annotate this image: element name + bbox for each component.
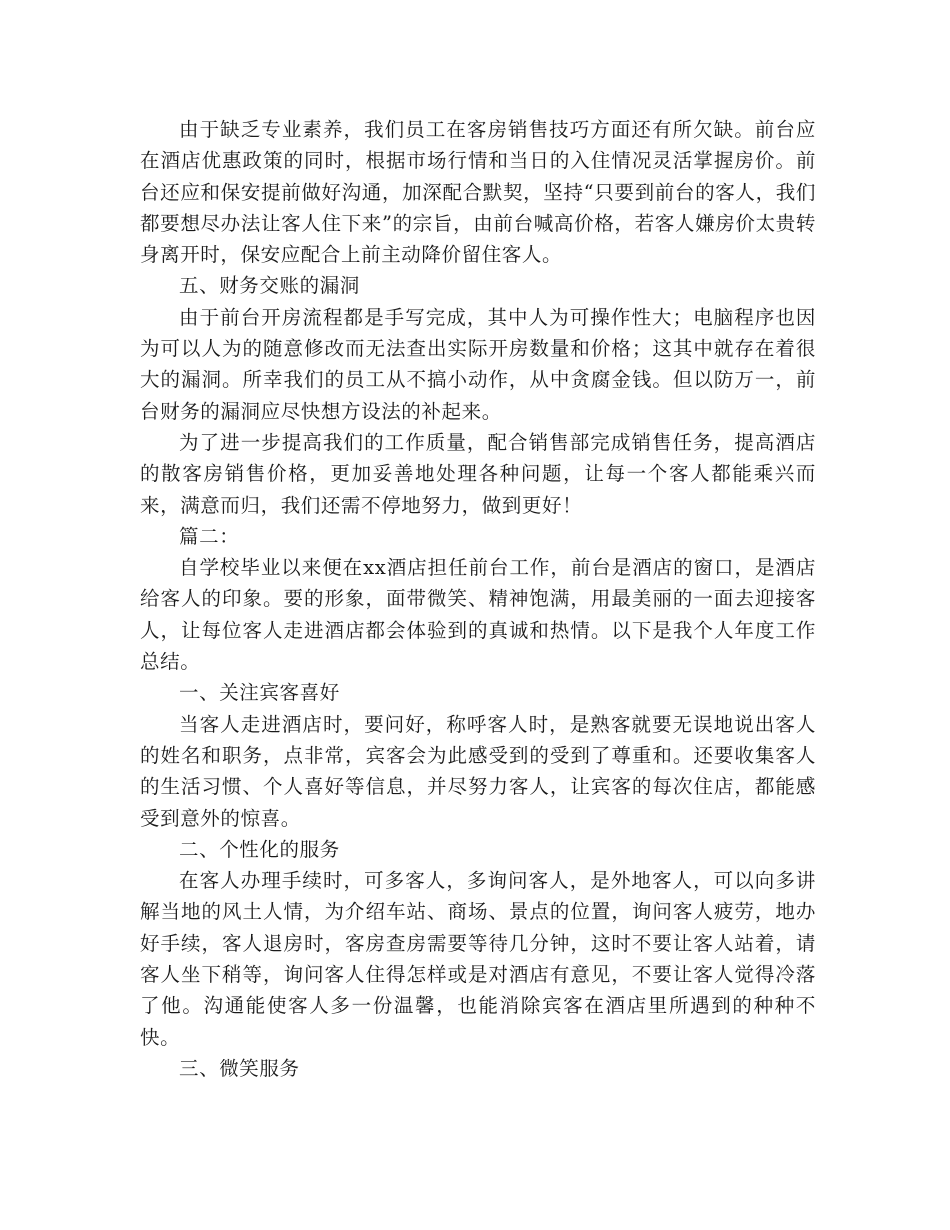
- heading-guest-preferences: 一、关注宾客喜好: [179, 681, 340, 705]
- document-body: [140, 114, 816, 1084]
- heading-part-two: 篇二：: [179, 524, 240, 548]
- paragraph-improve-quality: 为了进一步提高我们的工作质量，配合销售部完成销售任务，提高酒店的散客房销售价格，更加妥善地处理各种问题，让每一个客人都能乘兴而来，满意而归，我们还需不停地努力，做到更好！: [140, 430, 816, 517]
- heading-finance-loophole: 五、财务交账的漏洞: [179, 274, 360, 298]
- heading-smile-service: 三、微笑服务: [179, 1056, 300, 1080]
- paragraph-front-desk-intro: 自学校毕业以来便在xx酒店担任前台工作，前台是酒店的窗口，是酒店给客人的印象。要的形象，面带微笑、精神饱满，用最美丽的一面去迎接客人，让每位客人走进酒店都会体验到的真诚和热情。以下是我个人年度工作总结。: [140, 556, 816, 674]
- paragraph-guest-preferences: 当客人走进酒店时，要问好，称呼客人时，是熟客就要无误地说出客人的姓名和职务，点非常，宾客会为此感受到的受到了尊重和。还要收集客人的生活习惯、个人喜好等信息，并尽努力客人，让宾客的每次住店，都能感受到意外的惊喜。: [140, 712, 816, 830]
- paragraph-personalized-service: 在客人办理手续时，可多客人，多询问客人，是外地客人，可以向多讲解当地的风土人情，为介绍车站、商场、景点的位置，询问客人疲劳，地办好手续，客人退房时，客房查房需要等待几分钟，这时不要让客人站着，请客人坐下稍等，询问客人住得怎样或是对酒店有意见，不要让客人觉得冷落了他。沟通能使客人多一份温馨，也能消除宾客在酒店里所遇到的种种不快。: [140, 869, 816, 1049]
- paragraph-sales-skills: 由于缺乏专业素养，我们员工在客房销售技巧方面还有所欠缺。前台应在酒店优惠政策的同时，根据市场行情和当日的入住情况灵活掌握房价。前台还应和保安提前做好沟通，加深配合默契，坚持“只要到前台的客人，我们都要想尽办法让客人住下来”的宗旨，由前台喊高价格，若客人嫌房价太贵转身离开时，保安应配合上前主动降价留住客人。: [140, 118, 816, 267]
- paragraph-finance-loophole: 由于前台开房流程都是手写完成，其中人为可操作性大；电脑程序也因为可以人为的随意修改而无法查出实际开房数量和价格；这其中就存在着很大的漏洞。所幸我们的员工从不搞小动作，从中贪腐金钱。但以防万一，前台财务的漏洞应尽快想方设法的补起来。: [140, 305, 816, 423]
- heading-personalized-service: 二、个性化的服务: [179, 837, 340, 861]
